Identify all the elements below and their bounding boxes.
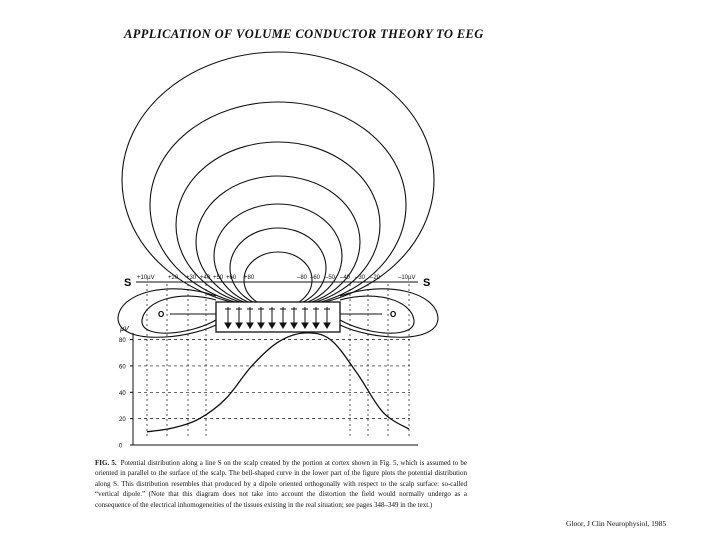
figure-caption: [95, 458, 467, 510]
iso-label-1: +10µV: [137, 275, 155, 281]
zero-label-left: O: [158, 310, 165, 319]
source-credit: Gloor, J Clin Neurophysiol, 1985: [566, 519, 667, 528]
field-line-6: [230, 228, 326, 308]
lobe-left-1: [142, 296, 216, 333]
y-axis-label: µV: [120, 326, 129, 333]
series-line-potential: [147, 333, 409, 432]
lobe-right-1: [340, 296, 414, 333]
iso-label-4: +40: [200, 275, 211, 281]
iso-label-6: +60: [226, 275, 237, 281]
field-line-5: [214, 204, 342, 308]
caption-text: Potential distribution along a line S on the scalp created by the portion at cortex shown in Fig. 5, which is assumed to be oriented in parallel to the surface of the scalp. The bell-shaped curve in the lower part of the figure plots the potential distribution along S. This distribution resembles that produced by a dipole oriented orthogonally with respect to the scalp surface: so-called “vertical dipole.” (Note that this diagram does not take into account the distortion the field would normally undergo as a consequence of the electrical inhomogeneities of the tissues existing in the real situation; see pages 348–349 in the text.): [95, 459, 467, 509]
iso-label-13: –20: [370, 275, 381, 281]
scalp-label-left: S: [124, 277, 132, 289]
potential-plot: [119, 326, 418, 450]
iso-label-9: –60: [310, 275, 321, 281]
cortex-block: [216, 302, 340, 332]
lobe-right-2: [340, 289, 438, 337]
iso-label-14: –10µV: [398, 275, 416, 281]
iso-label-10: –50: [325, 275, 336, 281]
page-title: APPLICATION OF VOLUME CONDUCTOR THEORY TO EEG: [124, 27, 484, 41]
scalp-label-right: S: [423, 277, 431, 289]
iso-label-3: +30: [186, 275, 197, 281]
zero-label-right: O: [390, 310, 397, 319]
field-line-4: [196, 176, 360, 308]
y-tick-label-80: 80: [119, 338, 126, 345]
y-tick-label-20: 20: [119, 417, 126, 424]
iso-label-7: +80: [244, 275, 255, 281]
iso-label-5: +50: [213, 275, 224, 281]
caption-label: FIG. 5.: [95, 459, 117, 467]
iso-label-2: +20: [168, 275, 179, 281]
iso-label-12: –30: [355, 275, 366, 281]
iso-label-8: –80: [297, 275, 308, 281]
field-line-3: [176, 142, 380, 308]
y-tick-label-0: 0: [119, 443, 123, 450]
field-line-1: [122, 52, 434, 308]
iso-label-11: –40: [340, 275, 351, 281]
y-tick-label-40: 40: [119, 390, 126, 397]
y-tick-label-60: 60: [119, 364, 126, 371]
